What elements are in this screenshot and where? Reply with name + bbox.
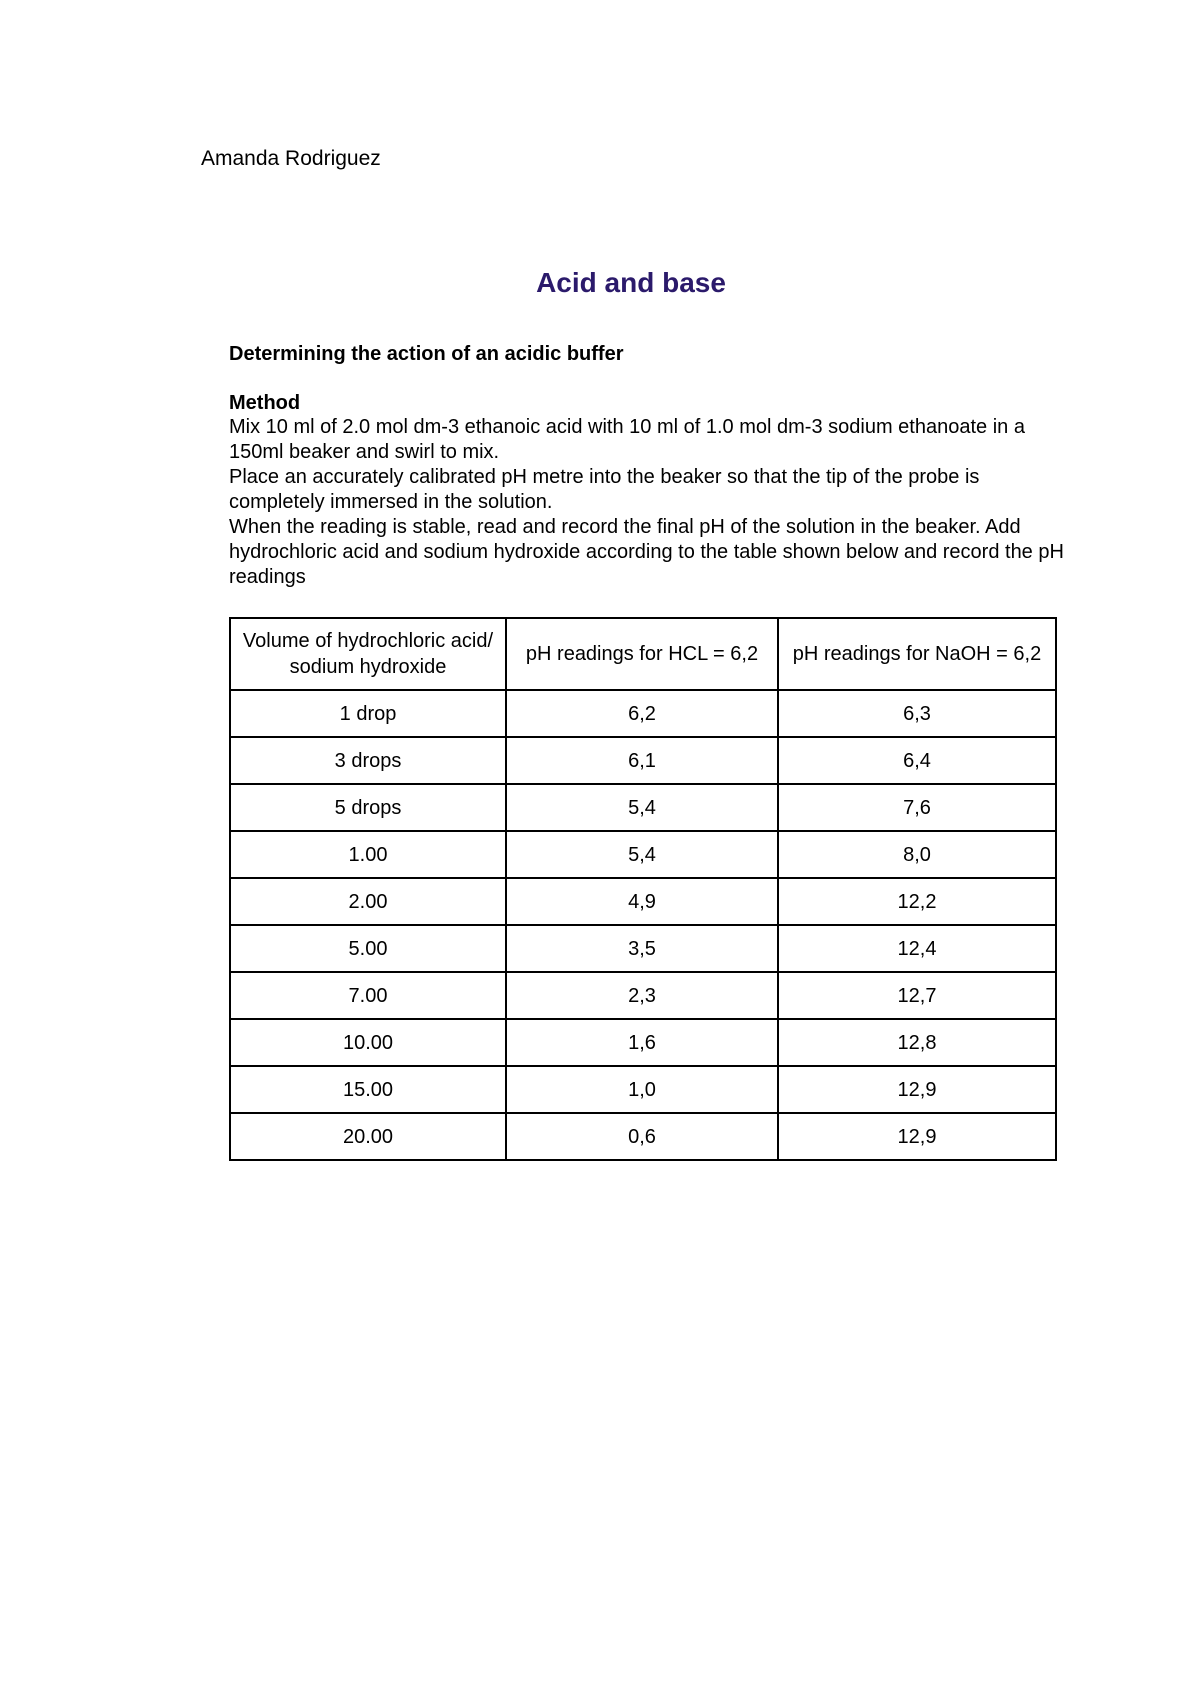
table-row [230, 690, 1056, 737]
cell-ph-hcl: 6,2 [506, 690, 778, 737]
cell-ph-hcl: 2,3 [506, 972, 778, 1019]
table-row [230, 784, 1056, 831]
method-heading: Method [229, 392, 301, 414]
cell-volume: 10.00 [230, 1019, 506, 1066]
cell-ph-hcl: 5,4 [506, 831, 778, 878]
cell-volume: 3 drops [230, 737, 506, 784]
cell-volume: 5 drops [230, 784, 506, 831]
cell-ph-naoh: 8,0 [778, 831, 1056, 878]
table-row [230, 878, 1056, 925]
method-paragraph-mix: Mix 10 ml of 2.0 mol dm-3 ethanoic acid with 10 ml of 1.0 mol dm-3 sodium ethanoate in a 150ml beaker and swirl to mix. [229, 416, 1025, 463]
cell-ph-naoh: 12,9 [778, 1113, 1056, 1160]
header-volume: Volume of hydrochloric acid/ sodium hydroxide [230, 618, 506, 690]
cell-ph-naoh: 7,6 [778, 784, 1056, 831]
cell-ph-hcl: 3,5 [506, 925, 778, 972]
table-row [230, 1113, 1056, 1160]
cell-volume: 1.00 [230, 831, 506, 878]
cell-volume: 2.00 [230, 878, 506, 925]
table-row [230, 1066, 1056, 1113]
method-body [229, 415, 1069, 590]
cell-volume: 5.00 [230, 925, 506, 972]
cell-ph-naoh: 12,8 [778, 1019, 1056, 1066]
table-row [230, 737, 1056, 784]
page-title: Acid and base [536, 267, 726, 298]
cell-ph-hcl: 0,6 [506, 1113, 778, 1160]
table-header-row [230, 618, 1056, 690]
table-row [230, 925, 1056, 972]
cell-ph-naoh: 12,2 [778, 878, 1056, 925]
cell-volume: 1 drop [230, 690, 506, 737]
cell-ph-naoh: 12,4 [778, 925, 1056, 972]
cell-ph-hcl: 4,9 [506, 878, 778, 925]
table-row [230, 972, 1056, 1019]
header-ph-hcl: pH readings for HCL = 6,2 [506, 618, 778, 690]
cell-ph-hcl: 1,6 [506, 1019, 778, 1066]
cell-volume: 20.00 [230, 1113, 506, 1160]
author-name: Amanda Rodriguez [201, 147, 381, 170]
header-ph-naoh: pH readings for NaOH = 6,2 [778, 618, 1056, 690]
method-paragraph-record: When the reading is stable, read and record the final pH of the solution in the beaker. Add hydrochloric acid and sodium hydroxide according to the table shown below and record the pH readings [229, 516, 1064, 588]
cell-ph-hcl: 6,1 [506, 737, 778, 784]
cell-ph-naoh: 12,9 [778, 1066, 1056, 1113]
cell-ph-naoh: 6,4 [778, 737, 1056, 784]
method-paragraph-probe: Place an accurately calibrated pH metre into the beaker so that the tip of the probe is completely immersed in the solution. [229, 466, 980, 513]
section-subtitle: Determining the action of an acidic buffer [229, 343, 624, 365]
table-row [230, 1019, 1056, 1066]
table-row [230, 831, 1056, 878]
cell-ph-naoh: 12,7 [778, 972, 1056, 1019]
cell-ph-hcl: 5,4 [506, 784, 778, 831]
cell-ph-naoh: 6,3 [778, 690, 1056, 737]
cell-volume: 15.00 [230, 1066, 506, 1113]
cell-volume: 7.00 [230, 972, 506, 1019]
cell-ph-hcl: 1,0 [506, 1066, 778, 1113]
ph-readings-table [229, 617, 1057, 1161]
